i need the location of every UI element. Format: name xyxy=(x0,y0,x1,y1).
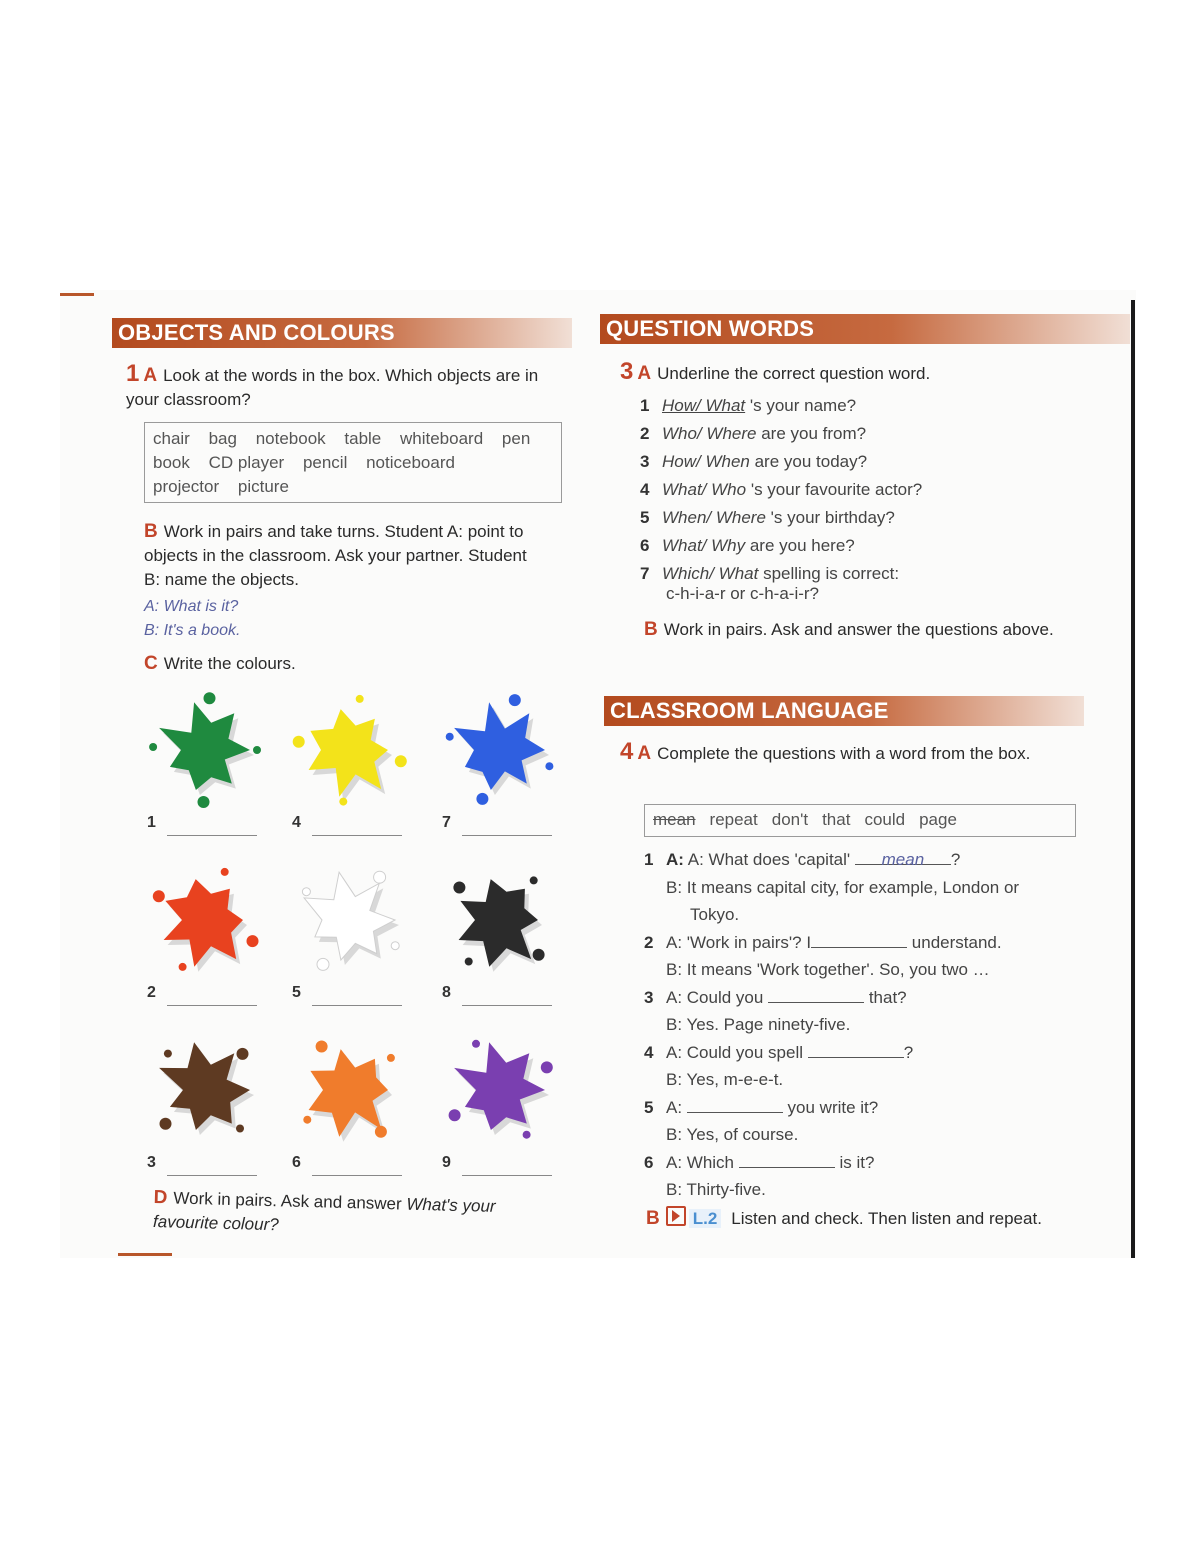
question-text: spelling is correct: xyxy=(758,564,900,583)
question-number: 3 xyxy=(640,452,650,471)
answer-line[interactable] xyxy=(167,1174,257,1176)
answer-line[interactable] xyxy=(167,1004,257,1006)
exercise-letter: D xyxy=(153,1186,168,1209)
splat-number: 5 xyxy=(292,984,301,1001)
answer-line[interactable] xyxy=(462,1004,552,1006)
question-number: 2 xyxy=(640,424,650,443)
exercise-text: Write the colours. xyxy=(163,654,296,673)
exercise-letter: B xyxy=(646,1208,660,1229)
word-box-item: whiteboard xyxy=(400,429,484,448)
dialogue-line: you write it? xyxy=(787,1097,879,1117)
exercise-1a xyxy=(126,362,556,412)
question-number: 5 xyxy=(640,508,650,527)
exercise-text: Work in pairs. Ask and answer xyxy=(173,1188,407,1214)
exercise-text: Look at the words in the box. Which objects are in your classroom? xyxy=(126,366,539,409)
page-edge xyxy=(1131,300,1135,1258)
question-options[interactable]: Which/ What xyxy=(662,564,759,583)
exercise-1c xyxy=(144,652,296,676)
splat-number: 3 xyxy=(147,1154,156,1171)
word-box-item: chair xyxy=(153,429,190,448)
dialogue-line: Tokyo. xyxy=(690,905,740,924)
exercise-letter: A xyxy=(637,743,652,764)
dialogue-line: A: 'Work in pairs'? I xyxy=(666,932,812,952)
dialogue-line: is it? xyxy=(839,1152,875,1172)
exercise-letter: B xyxy=(144,521,158,542)
page-mark xyxy=(118,1253,172,1256)
colour-splat-6 xyxy=(290,1030,410,1150)
word-box-item: table xyxy=(344,429,382,448)
question-number: 7 xyxy=(640,564,650,583)
splat-number: 8 xyxy=(442,984,451,1001)
question-list xyxy=(640,392,922,588)
exercise-4a xyxy=(620,740,1060,766)
colour-splat-7 xyxy=(440,690,560,810)
question-text: are you from? xyxy=(756,424,867,443)
question-7-options: c-h-i-a-r or c-h-a-i-r? xyxy=(666,584,819,603)
question-text: 's your name? xyxy=(745,396,857,415)
splat-number: 2 xyxy=(147,984,156,1001)
splat-number: 7 xyxy=(442,814,451,831)
exercise-text: Underline the correct question word. xyxy=(657,364,931,383)
splat-number: 4 xyxy=(292,814,301,831)
word-box-item: pen xyxy=(501,429,531,448)
colour-splat-8 xyxy=(440,860,560,980)
exercise-1b xyxy=(144,520,544,592)
dialogue-line: B: It means 'Work together'. So, you two … xyxy=(666,960,990,979)
exercise-letter: C xyxy=(144,653,158,674)
question-item xyxy=(640,448,922,476)
word-box-item: repeat xyxy=(709,810,758,829)
audio-play-icon[interactable] xyxy=(666,1206,686,1226)
exercise-text: Work in pairs and take turns. Student A: point to objects in the classroom. Ask your partner. Student B: name the objects. xyxy=(144,522,527,589)
answer-blank[interactable] xyxy=(739,1149,835,1168)
colour-splat-2 xyxy=(145,860,265,980)
question-number: 6 xyxy=(640,536,650,555)
question-text: 's your favourite actor? xyxy=(746,480,923,499)
splat-number: 6 xyxy=(292,1154,301,1171)
answer-line[interactable] xyxy=(462,1174,552,1176)
page-mark xyxy=(60,293,94,296)
dialogue-list: 1 A: A: What does 'capital' mean ? B: It means capital city, for example, London or Tokyo. 2 A: 'Work in pairs'? I understand. B: It means 'Work together'. So, you two … 3 A: Could you that? B: Yes. Page ninety-five. 4 A: Could you spell ? B: Yes, m-e-e-t. 5 A: you write it? B: Yes, of course. 6 A: Which is it? B: Thirty-five. xyxy=(644,846,1064,1204)
exercise-number: 1 xyxy=(126,360,140,387)
word-box-item: could xyxy=(864,810,906,829)
word-box-item: mean xyxy=(653,810,696,829)
question-text: are you here? xyxy=(745,536,855,555)
exercise-3b xyxy=(644,618,1064,642)
section-header-objects: OBJECTS AND COLOURS xyxy=(112,318,572,348)
dialogue-line: that? xyxy=(868,987,907,1007)
question-number: 4 xyxy=(640,480,650,499)
answer-line[interactable] xyxy=(312,1174,402,1176)
question-text: are you today? xyxy=(749,452,868,471)
colour-splat-9 xyxy=(440,1030,560,1150)
dialogue-line: B: Yes. Page ninety-five. xyxy=(666,1015,851,1034)
answer-blank[interactable] xyxy=(808,1039,904,1058)
example-line-b: B: It's a book. xyxy=(144,622,241,639)
colour-splat-3 xyxy=(145,1030,265,1150)
exercise-3a xyxy=(620,360,1100,386)
dialogue-line: A: Which xyxy=(666,1152,735,1172)
dialogue-line: understand. xyxy=(911,932,1002,952)
section-header-classroom-language: CLASSROOM LANGUAGE xyxy=(604,696,1084,726)
dialogue-line: B: Yes, m-e-e-t. xyxy=(666,1070,784,1089)
dialogue-line: A: Could you xyxy=(666,987,764,1007)
word-box-item: book xyxy=(153,453,190,472)
question-item xyxy=(640,420,922,448)
exercise-number: 4 xyxy=(620,738,634,765)
answer-line[interactable] xyxy=(167,834,257,836)
audio-track-label[interactable]: L.2 xyxy=(689,1209,722,1228)
word-box-item: page xyxy=(919,810,957,829)
exercise-letter: B xyxy=(644,619,658,640)
question-options[interactable]: What/ Why xyxy=(662,536,746,555)
dialogue-line: B: Thirty-five. xyxy=(666,1180,766,1199)
question-options[interactable]: How/ What xyxy=(662,396,746,415)
dialogue-line: B: It means capital city, for example, London or xyxy=(666,877,1020,897)
question-text: 's your birthday? xyxy=(765,508,895,527)
exercise-letter: A xyxy=(143,365,158,386)
word-box-item: picture xyxy=(237,477,289,496)
exercise-text: Complete the questions with a word from the box. xyxy=(657,744,1031,763)
answer-blank[interactable] xyxy=(768,984,864,1003)
colour-splat-5 xyxy=(290,860,410,980)
exercise-number: 3 xyxy=(620,358,634,385)
answer-line[interactable] xyxy=(312,834,402,836)
question-options[interactable]: What/ Who xyxy=(662,480,747,499)
example-line-a: A: What is it? xyxy=(144,598,239,615)
colour-splat-4 xyxy=(290,690,410,810)
question-options[interactable]: How/ When xyxy=(662,452,750,471)
section-header-question-words: QUESTION WORDS xyxy=(600,314,1130,344)
word-box-item: CD player xyxy=(208,453,285,472)
exercise-letter: A xyxy=(637,363,652,384)
answer-blank[interactable] xyxy=(687,1094,783,1113)
answer-line[interactable] xyxy=(312,1004,402,1006)
word-box-item: that xyxy=(822,810,851,829)
word-box xyxy=(144,422,562,503)
word-box-item: don't xyxy=(771,810,809,829)
dialogue-line: ? xyxy=(903,1042,914,1062)
dialogue-line: B: Yes, of course. xyxy=(666,1125,799,1144)
splat-number: 1 xyxy=(147,814,156,831)
splat-number: 9 xyxy=(442,1154,451,1171)
answer-line[interactable] xyxy=(462,834,552,836)
dialogue-line: A: Could you spell xyxy=(666,1042,804,1062)
word-box-item: pencil xyxy=(302,453,348,472)
exercise-text: Work in pairs. Ask and answer the questions above. xyxy=(663,620,1054,639)
word-box-item: notebook xyxy=(255,429,326,448)
word-box-2 xyxy=(644,804,1076,837)
question-options[interactable]: When/ Where xyxy=(662,508,766,527)
dialogue-line: A: xyxy=(666,1097,683,1117)
word-box-item: projector xyxy=(153,477,220,496)
dialogue-line: A: What does 'capital' xyxy=(687,850,851,869)
question-number: 1 xyxy=(640,396,650,415)
exercise-4b xyxy=(646,1206,1066,1231)
question-options[interactable]: Who/ Where xyxy=(662,424,757,443)
word-box-item: bag xyxy=(208,429,237,448)
exercise-text: Listen and check. Then listen and repeat. xyxy=(731,1209,1042,1228)
exercise-question: What's your favourite colour? xyxy=(152,1194,496,1235)
question-item xyxy=(640,504,922,532)
word-box-item: noticeboard xyxy=(366,453,455,472)
question-item xyxy=(640,476,922,504)
answer-blank[interactable] xyxy=(811,929,907,948)
question-item xyxy=(640,532,922,560)
question-item xyxy=(640,392,922,420)
dialogue-line: ? xyxy=(950,850,961,869)
colour-splat-1 xyxy=(145,690,265,810)
answer-blank[interactable]: mean xyxy=(855,846,951,865)
